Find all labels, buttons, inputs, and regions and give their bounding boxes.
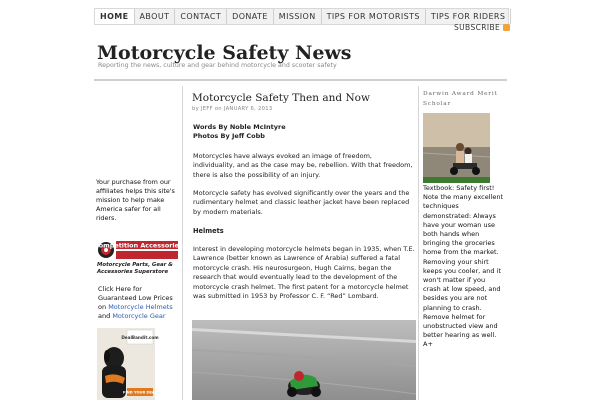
competition-accessories-ad[interactable] [94,238,200,262]
site-tagline: Reporting the news, culture and gear behind motorcycle and scooter safety [98,62,337,69]
section-heading-helmets: Helmets [193,227,224,235]
post-header [192,92,412,112]
dog-ad-button: FIND YOUR DEAL [122,390,158,395]
darwin-award-photo [423,113,490,183]
post-meta: by JEFF on JANUARY 6, 2013 [192,106,273,112]
link-intro: Click Here for Guaranteed Low Prices on [98,285,173,311]
nav-home[interactable]: HOME [95,9,135,24]
post-title[interactable]: Motorcycle Safety Then and Now [192,92,370,104]
track-photo [192,320,416,400]
subscribe-label: SUBSCRIBE [454,23,501,32]
nav-tips-riders[interactable]: TIPS FOR RIDERS [426,9,511,24]
post-paragraph-1: Motorcycles have always evoked an image of freedom, individuality, and as the case may be, rebellion. With that freedom, there is also the possibility of an injury. [193,152,413,179]
affiliate-links [98,285,182,321]
affiliate-promo: Your purchase from our affiliates helps this site's mission to help make America safer for all riders. [96,178,175,222]
rss-icon [503,24,510,31]
site-title[interactable]: Motorcycle Safety News [97,42,352,64]
subscribe-link[interactable] [454,23,510,32]
ad-subtitle: Motorcycle Parts, Gear & Accessories Superstore [97,262,173,275]
header-divider [94,79,507,81]
motorcycle-helmets-link[interactable]: Motorcycle Helmets [108,303,173,311]
nav-about[interactable]: ABOUT [135,9,176,24]
credit-photos: Photos By Jeff Cobb [193,132,265,140]
motorcycle-gear-link[interactable]: Motorcycle Gear [112,312,166,320]
post-paragraph-3: Interest in developing motorcycle helmets began in 1935, when T.E. Lawrence (better known as Lawrence of Arabia) suffered a fatal motorcycle crash. His neurosurgeon, Hugh Cairns, began the research that would eventually lead to the development of the motorcycle crash helmet. The first patent for a motorcycle helmet was submitted in 1953 by Professor C. F. “Red” Lombard. [193,245,415,301]
widget-title: Darwin Award Merit Scholar [423,91,498,107]
photo-caption: Textbook: Safety first! Note the many excellent techniques demonstrated: Always have your woman use both hands when bringing the groceries home from the market. Removing your shirt keeps you cooler, and it won't matter if you crash at low speed, and besides you are not planning to crash. Remove helmet for unobstructed view and better hearing as well. A+ [423,184,504,349]
nav-tips-motorists[interactable]: TIPS FOR MOTORISTS [322,9,426,24]
link-and: and [98,312,111,320]
credit-words: Words By Noble McIntyre [193,123,286,131]
column-divider-right [418,86,419,400]
post-credits [193,123,415,141]
post-paragraph-2: Motorcycle safety has evolved significantly over the years and the rudimentary helmet and classic leather jacket have been replaced by modern materials. [193,189,410,216]
top-nav [94,8,509,25]
dog-ad-logo: DealBandit.com [121,335,159,340]
nav-contact[interactable]: CONTACT [175,9,227,24]
ad-logo-text: Competition Accessories.com [94,241,200,250]
nav-mission[interactable]: MISSION [274,9,322,24]
nav-donate[interactable]: DONATE [227,9,274,24]
dealbandit-ad[interactable] [97,328,159,400]
